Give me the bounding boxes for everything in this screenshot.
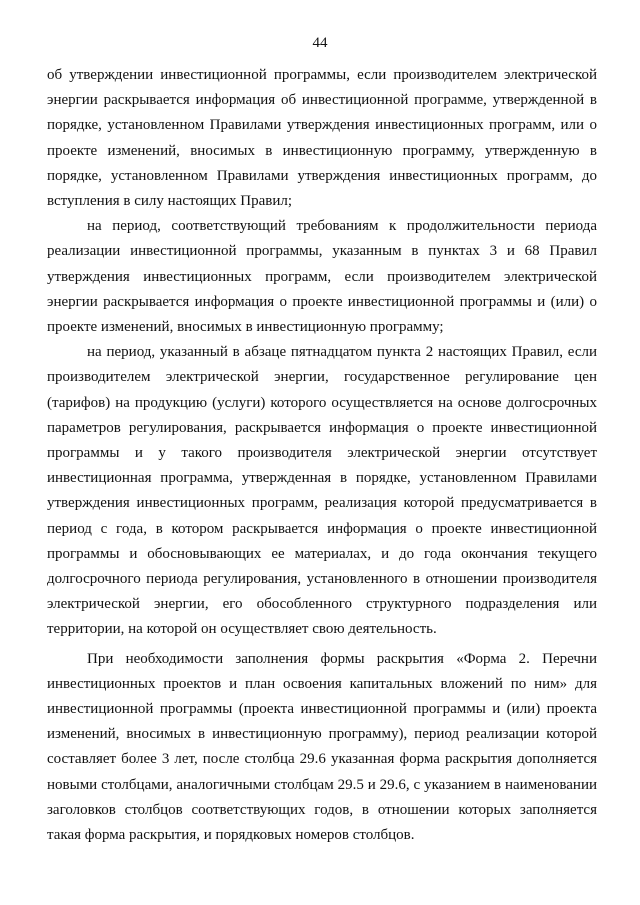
paragraph-long-term-regulation: на период, указанный в абзаце пятнадцатом пункта 2 настоящих Правил, если производителем электрической энергии, государственное регулирование цен (тарифов) на продукцию (услуги) которого осуществляется на основе долгосрочных параметров регулирования, раскрывается информация о проекте инвестиционной программы и у такого производителя электрической энергии отсутствует инвестиционная программа, утвержденная в порядке, установленном Правилами утверждения инвестиционных программ, реализация которой предусматривается в период с года, в котором раскрывается информация о проекте инвестиционной программы и обосновывающих ее материалах, и до года окончания текущего долгосрочного периода регулирования, установленного в отношении производителя электрической энергии, его обособленного структурного подразделения или территории, на которой он осуществляет свою деятельность. — [47, 344, 597, 638]
paragraph-form-2-extension: При необходимости заполнения формы раскрытия «Форма 2. Перечни инвестиционных проектов и план освоения капитальных вложений по ним» для инвестиционной программы (проекта инвестиционной программы и (или) проекта изменений, вносимых в инвестиционную программу), период реализации которой составляет более 3 лет, после столбца 29.6 указанная форма раскрытия дополняется новыми столбцами, аналогичными столбцам 29.5 и 29.6, с указанием в наименовании заголовков столбцов соответствующих годов, в отношении которых заполняется такая форма раскрытия, и порядковых номеров столбцов. — [47, 650, 597, 844]
paragraph-investment-period: на период, соответствующий требованиям к продолжительности периода реализации инвестиционной программы, указанным в пунктах 3 и 68 Правил утверждения инвестиционных программ, если производителем электрической энергии раскрывается информация о проекте инвестиционной программы и (или) о проекте изменений, вносимых в инвестиционную программу; — [47, 218, 597, 336]
paragraph-continuation: об утверждении инвестиционной программы, если производителем электрической энергии раскрывается информация об инвестиционной программе, утвержденной в порядке, установленном Правилами утверждения инвестиционных программ, или о проекте изменений, вносимых в инвестиционную программу, утвержденную в порядке, установленном Правилами утверждения инвестиционных программ, до вступления в силу настоящих Правил; — [47, 67, 597, 210]
page-number: 44 — [312, 35, 328, 51]
body-text — [47, 63, 597, 848]
